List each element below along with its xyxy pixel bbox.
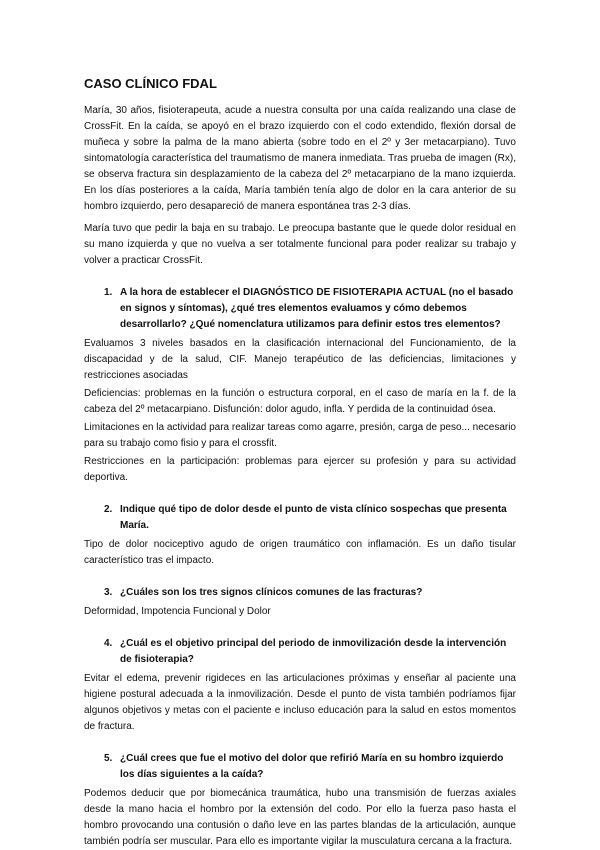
question-text: ¿Cuáles son los tres signos clínicos comunes de las fracturas? [120,587,423,598]
question-text: A la hora de establecer el DIAGNÓSTICO DE FISIOTERAPIA ACTUAL (no el basado en signos y síntomas), ¿qué tres elementos evaluamos y cómo debemos desarrollarlo? ¿Qué nomenclatura utilizamos para definir estos tres elementos? [120,287,514,330]
question-block [84,751,516,850]
question-text: Indique qué tipo de dolor desde el punto de vista clínico sospechas que presenta María. [120,504,507,531]
answer-paragraph: Limitaciones en la actividad para realizar tareas como agarre, presión, carga de peso... necesario para su trabajo como fisio y para el crossfit. [84,422,516,449]
question-number: 5. [104,753,113,764]
answer-paragraph: Deficiencias: problemas en la función o estructura corporal, en el caso de maría en la f. de la cabeza del 2º metacarpiano. Disfunción: dolor agudo, infla. Y perdida de la continuidad ósea. [84,388,516,415]
intro-paragraph: María tuvo que pedir la baja en su trabajo. Le preocupa bastante que le quede dolor residual en su mano izquierda y que no vuelva a ser totalmente funcional para poder realizar su trabajo y volver a practicar CrossFit. [84,223,516,266]
document-title: CASO CLÍNICO FDAL [84,76,217,91]
answer-paragraph: Restricciones en la participación: problemas para ejercer su profesión y para su actividad deportiva. [84,456,516,483]
answer [84,604,516,620]
answer-paragraph: Tipo de dolor nociceptivo agudo de origen traumático con inflamación. Es un daño tisular característico tras el impacto. [84,539,516,566]
question-heading [84,585,516,601]
question-heading [84,502,516,534]
question-text: ¿Cuál es el objetivo principal del periodo de inmovilización desde la intervención de fisioterapia? [120,638,507,665]
answer-paragraph: Podemos deducir que por biomecánica traumática, hubo una transmisión de fuerzas axiales desde la mano hacia el hombro por la extensión del codo. Por ello la fuerza paso hasta el hombro provocando una contusión o daño leve en las partes blandas de la articulación, aunque también podría ser muscular. Para ello es importante vigilar la musculatura cercana a la fractura. [84,788,516,847]
question-number: 4. [104,638,113,649]
question-heading [84,751,516,783]
question-heading [84,285,516,333]
answer-paragraph: Deformidad, Impotencia Funcional y Dolor [84,606,271,617]
answer [84,537,516,569]
question-number: 1. [104,287,113,298]
question-block [84,502,516,569]
question-block [84,285,516,486]
answer-paragraph: Evaluamos 3 niveles basados en la clasificación internacional del Funcionamiento, de la discapacidad y de la salud, CIF. Manejo terapéutico de las deficiencias, limitaciones y restricciones asociadas [84,338,516,381]
question-text: ¿Cuál crees que fue el motivo del dolor que refirió María en su hombro izquierdo los días siguientes a la caída? [120,753,504,780]
answer [84,671,516,735]
question-heading [84,636,516,668]
intro-paragraph: María, 30 años, fisioterapeuta, acude a nuestra consulta por una caída realizando una clase de CrossFit. En la caída, se apoyó en el brazo izquierdo con el codo extendido, flexión dorsal de muñeca y sobre la palma de la mano abierta (sobre todo en el 2º y 3er metacarpiano). Tuvo sintomatología característica del traumatismo de manera inmediata. Tras prueba de imagen (Rx), se observa fractura sin desplazamiento de la cabeza del 2º metacarpiano de la mano izquierda. En los días posteriores a la caída, María también tenía algo de dolor en la cara anterior de su hombro izquierdo, pero desapareció de manera espontánea tras 2-3 días. [84,105,516,212]
answer [84,336,516,486]
answer-paragraph: Evitar el edema, prevenir rigideces en las articulaciones próximas y enseñar al paciente una higiene postural adecuada a la inmovilización. Desde el punto de vista también podríamos fijar algunos objetivos y metas con el paciente e incluso educación para la salud en estos momentos de fractura. [84,673,516,732]
question-number: 3. [104,587,113,598]
intro-section [84,103,516,269]
question-block [84,585,516,620]
answer [84,786,516,850]
question-number: 2. [104,504,113,515]
question-block [84,636,516,735]
